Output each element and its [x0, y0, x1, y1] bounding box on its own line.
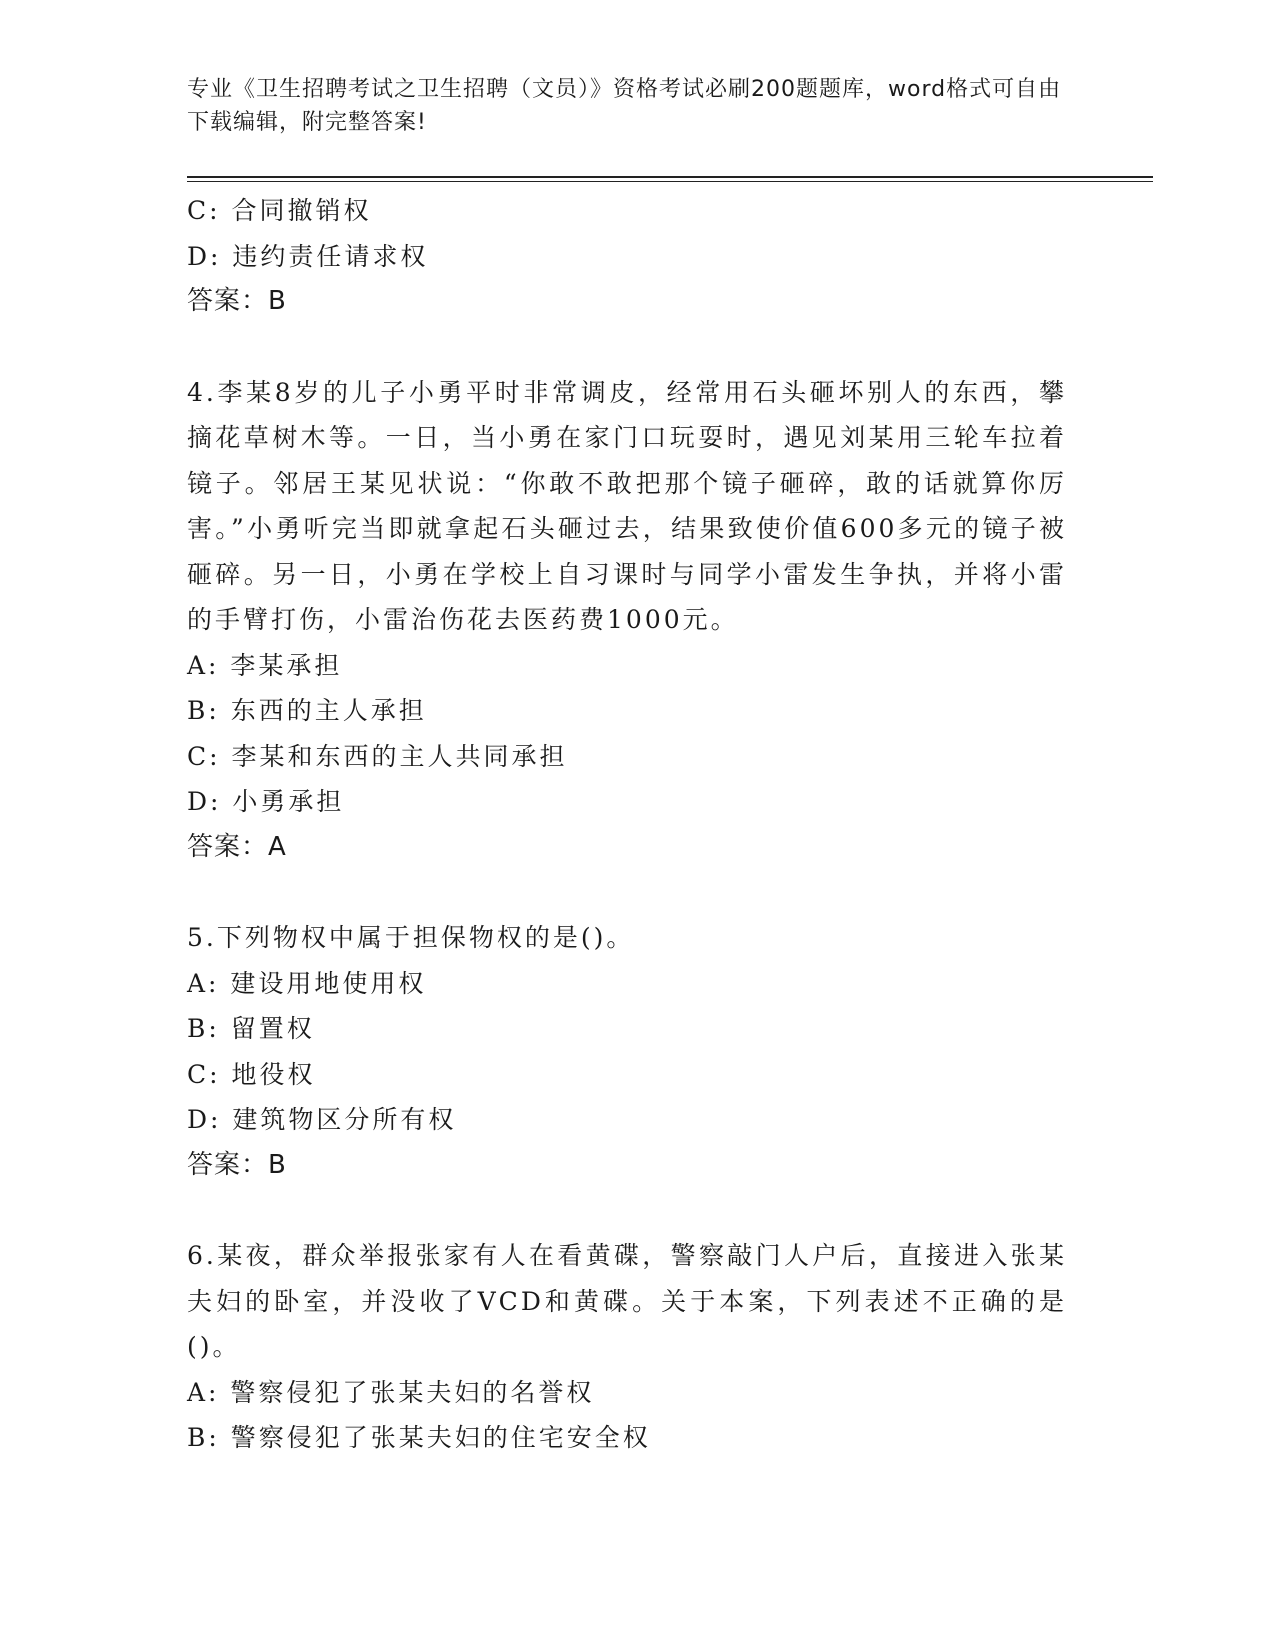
question-block	[187, 188, 1067, 325]
question-content	[187, 188, 1067, 1461]
option-b: B: 东西的主人承担	[187, 696, 427, 725]
option-d: D: 建筑物区分所有权	[187, 1105, 457, 1134]
header-divider	[187, 176, 1153, 182]
option-c: C: 合同撤销权	[187, 196, 372, 225]
option-b: B: 留置权	[187, 1014, 315, 1043]
option-c: C: 地役权	[187, 1059, 316, 1089]
spacer	[187, 1188, 1067, 1233]
question-text: 5.下列物权中属于担保物权的是()。	[187, 923, 635, 952]
question-block	[187, 370, 1067, 871]
page-header	[187, 73, 1067, 139]
option-b: B: 警察侵犯了张某夫妇的住宅安全权	[187, 1423, 651, 1452]
option-c: C: 李某和东西的主人共同承担	[187, 741, 568, 771]
question-text: 6.某夜，群众举报张家有人在看黄碟，警察敲门人户后，直接进入张某夫妇的卧室，并没收了VCD和黄碟。关于本案，下列表述不正确的是()。	[187, 1241, 1067, 1361]
answer-line: 答案：A	[187, 831, 287, 862]
option-a: A: 警察侵犯了张某夫妇的名誉权	[187, 1377, 595, 1407]
answer-line: 答案：B	[187, 1149, 287, 1180]
question-block	[187, 915, 1067, 1188]
document-title: 专业《卫生招聘考试之卫生招聘（文员）》资格考试必刷200题题库，word格式可自由下载编辑，附完整答案!	[187, 77, 1062, 135]
option-d: D: 小勇承担	[187, 787, 345, 816]
option-a: A: 建设用地使用权	[187, 968, 427, 998]
spacer	[187, 325, 1067, 370]
question-block	[187, 1233, 1067, 1461]
question-text: 4.李某8岁的儿子小勇平时非常调皮，经常用石头砸坏别人的东西，攀摘花草树木等。一日，当小勇在家门口玩耍时，遇见刘某用三轮车拉着镜子。邻居王某见状说：“你敢不敢把那个镜子砸碎，敢的话就算你厉害。”小勇听完当即就拿起石头砸过去，结果致使价值600多元的镜子被砸碎。另一日，小勇在学校上自习课时与同学小雷发生争执，并将小雷的手臂打伤，小雷治伤花去医药费1000元。	[187, 377, 1067, 634]
answer-line: 答案：B	[187, 286, 287, 316]
option-d: D: 违约责任请求权	[187, 241, 429, 271]
spacer	[187, 870, 1067, 915]
option-a: A: 李某承担	[187, 650, 343, 680]
